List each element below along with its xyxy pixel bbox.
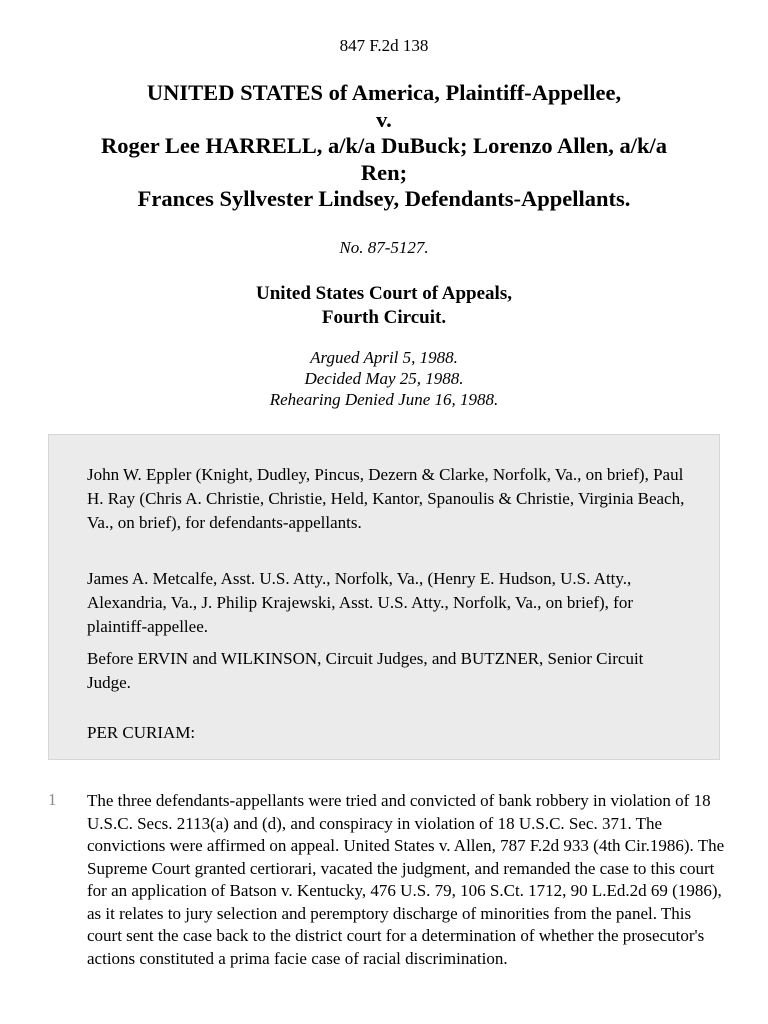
court-name: [0, 282, 768, 330]
decided-date: Decided May 25, 1988.: [304, 369, 464, 388]
court-name-line-1: United States Court of Appeals,: [256, 283, 512, 304]
argued-date: Argued April 5, 1988.: [310, 348, 458, 367]
case-title: [40, 80, 728, 213]
title-defendants-1: Roger Lee HARRELL, a/k/a DuBuck; Lorenzo Allen, a/k/a: [100, 133, 668, 158]
title-defendants-3: Frances Syllvester Lindsey, Defendants-Appellants.: [137, 186, 631, 211]
court-name-line-2: Fourth Circuit.: [321, 307, 447, 328]
counsel-panel: [48, 434, 720, 760]
title-plaintiff: UNITED STATES of America, Plaintiff-Appellee,: [146, 80, 622, 105]
case-citation: 847 F.2d 138: [339, 36, 429, 55]
title-defendants-2: Ren;: [360, 159, 408, 185]
title-versus: v.: [376, 106, 392, 132]
per-curiam-heading: PER CURIAM:: [87, 723, 196, 742]
case-dates: [0, 347, 768, 410]
plaintiff-counsel: James A. Metcalfe, Asst. U.S. Atty., Norfolk, Va., (Henry E. Hudson, U.S. Atty., Alexandria, Va., J. Philip Krajewski, Asst. U.S. Atty., Norfolk, Va., on brief), for plaintiff-appellee.: [87, 569, 633, 636]
docket-number: No. 87-5127.: [339, 238, 429, 257]
defendants-counsel: John W. Eppler (Knight, Dudley, Pincus, Dezern & Clarke, Norfolk, Va., on brief), Paul H. Ray (Chris A. Christie, Christie, Held, Kantor, Spanoulis & Christie, Virginia Beach, Va., on brief), for defendants-appellants.: [87, 465, 685, 532]
rehearing-date: Rehearing Denied June 16, 1988.: [269, 390, 499, 409]
judges-panel: Before ERVIN and WILKINSON, Circuit Judges, and BUTZNER, Senior Circuit Judge.: [87, 649, 644, 692]
paragraph-number: 1: [48, 790, 57, 809]
paragraph-text: The three defendants-appellants were tried and convicted of bank robbery in violation of 18 U.S.C. Secs. 2113(a) and (d), and conspiracy in violation of 18 U.S.C. Sec. 371. The convictions were affirmed on appeal. United States v. Allen, 787 F.2d 933 (4th Cir.1986). The Supreme Court granted certiorari, vacated the judgment, and remanded the case to this court for an application of Batson v. Kentucky, 476 U.S. 79, 106 S.Ct. 1712, 90 L.Ed.2d 69 (1986), as it relates to jury selection and peremptory discharge of minorities from the panel. This court sent the case back to the district court for a determination of whether the prosecutor's actions constituted a prima facie case of racial discrimination.: [87, 791, 725, 968]
